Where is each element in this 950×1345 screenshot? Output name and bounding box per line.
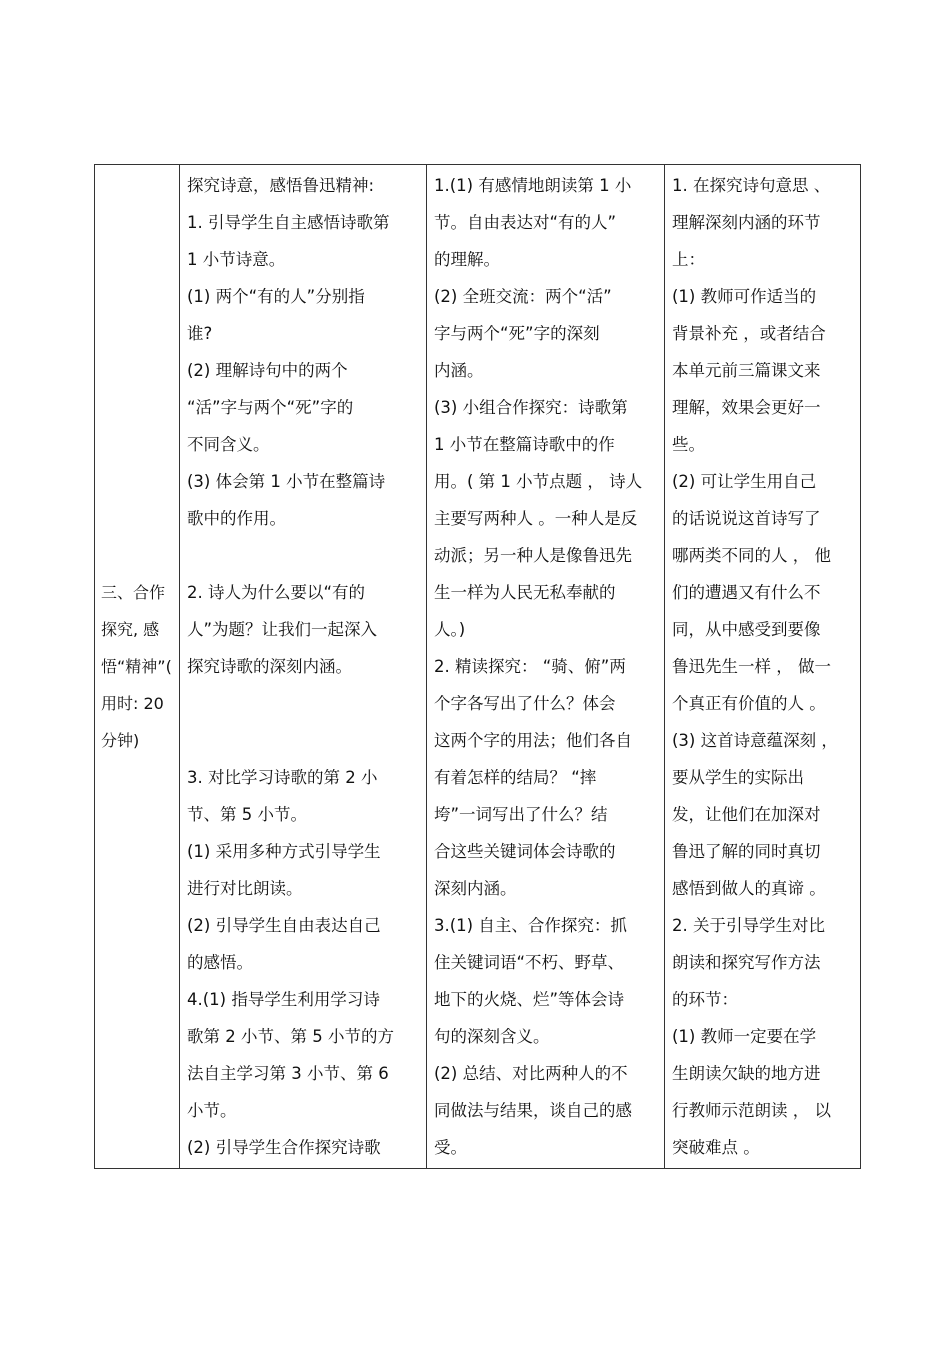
text-line: 谁? [187, 324, 213, 343]
text-line: 发，让他们在加深对 [672, 805, 821, 824]
text-line: 地下的火烧、烂”等体会诗 [434, 990, 625, 1009]
text-line: 1 小节诗意。 [187, 250, 286, 269]
text-line: 理解深刻内涵的环节 [672, 213, 821, 232]
text-line: 们的遭遇又有什么不 [672, 583, 821, 602]
text-line: 4.(1) 指导学生利用学习诗 [187, 990, 380, 1009]
text-line: 同做法与结果，谈自己的感 [434, 1101, 632, 1120]
text-line: (2) 引导学生合作探究诗歌 [187, 1138, 381, 1157]
text-line: (1) 采用多种方式引导学生 [187, 842, 381, 861]
text-line: 哪两类不同的人 ， 他 [672, 546, 831, 565]
text-line: 的理解。 [434, 250, 500, 269]
text-line: 背景补充 ，或者结合 [672, 324, 826, 343]
text-line [187, 537, 420, 574]
text-line: (1) 教师可作适当的 [672, 287, 817, 306]
text-line: 1. 引导学生自主感悟诗歌第 [187, 213, 390, 232]
text-line: (2) 总结、对比两种人的不 [434, 1064, 628, 1083]
text-line: 感悟到做人的真谛 。 [672, 879, 826, 898]
text-line: 理解，效果会更好一 [672, 398, 821, 417]
text-line: 鲁迅先生一样 ， 做一 [672, 657, 831, 676]
text-line: 有着怎样的结局？ “摔 [434, 768, 597, 787]
text-line: 住关键词语“不朽、野草、 [434, 953, 625, 972]
text-line: (2) 可让学生用自己 [672, 472, 817, 491]
text-line: 2. 诗人为什么要以“有的 [187, 583, 366, 602]
text-line: 探究诗意，感悟鲁迅精神: [187, 176, 375, 195]
text-line: 2. 精读探究： “骑、俯”两 [434, 657, 626, 676]
text-line: 用。( 第 1 小节点题 ， 诗人 [434, 472, 643, 491]
text-line: 1. 在探究诗句意思 、 [672, 176, 831, 195]
stage-cell [95, 165, 180, 1169]
text-line: 生朗读欠缺的地方进 [672, 1064, 821, 1083]
text-line: 些。 [672, 435, 705, 454]
stage-label: 三、合作探究, 感悟“精神”( 用时: 20 分钟) [101, 583, 172, 750]
text-line: 歌中的作用。 [187, 509, 286, 528]
text-line: 合这些关键词体会诗歌的 [434, 842, 616, 861]
text-line: (2) 理解诗句中的两个 [187, 361, 348, 380]
text-line: 深刻内涵。 [434, 879, 517, 898]
text-line: (1) 教师一定要在学 [672, 1027, 817, 1046]
text-line: “活”字与两个“死”字的 [187, 398, 354, 417]
text-line: (1) 两个“有的人”分别指 [187, 287, 365, 306]
lesson-plan-table [94, 164, 861, 1169]
text-line: 内涵。 [434, 361, 484, 380]
text-line: 探究诗歌的深刻内涵。 [187, 657, 352, 676]
text-line: 要从学生的实际出 [672, 768, 804, 787]
text-line: 歌第 2 小节、第 5 小节的方 [187, 1027, 394, 1046]
text-line: 句的深刻含义。 [434, 1027, 550, 1046]
table-row [95, 165, 861, 1169]
text-line: 1.(1) 有感情地朗读第 1 小 [434, 176, 632, 195]
text-line [187, 722, 420, 759]
text-line: 的话说说这首诗写了 [672, 509, 821, 528]
text-line: 人。) [434, 620, 466, 639]
text-line: 本单元前三篇课文来 [672, 361, 821, 380]
text-line: 小节。 [187, 1101, 237, 1120]
text-line: 个真正有价值的人 。 [672, 694, 826, 713]
text-line: (3) 体会第 1 小节在整篇诗 [187, 472, 386, 491]
text-line: 进行对比朗读。 [187, 879, 303, 898]
text-line: 受。 [434, 1138, 467, 1157]
text-line: 同，从中感受到要像 [672, 620, 821, 639]
text-line: 这两个字的用法；他们各自 [434, 731, 632, 750]
text-line: 1 小节在整篇诗歌中的作 [434, 435, 615, 454]
text-line: 上： [672, 250, 705, 269]
text-line: 字与两个“死”字的深刻 [434, 324, 600, 343]
text-line: 节。自由表达对“有的人” [434, 213, 617, 232]
text-line: 节、第 5 小节。 [187, 805, 307, 824]
text-line: 3. 对比学习诗歌的第 2 小 [187, 768, 378, 787]
teacher-activity-text [180, 165, 426, 1166]
text-line: 人”为题？让我们一起深入 [187, 620, 378, 639]
text-line: 3.(1) 自主、合作探究：抓 [434, 916, 627, 935]
text-line: 个字各写出了什么？体会 [434, 694, 616, 713]
text-line: 生一样为人民无私奉献的 [434, 583, 616, 602]
design-notes-cell [665, 165, 861, 1169]
text-line: 的环节： [672, 990, 738, 1009]
text-line: (2) 引导学生自由表达自己 [187, 916, 381, 935]
text-line: 不同含义。 [187, 435, 270, 454]
student-activity-cell [427, 165, 665, 1169]
text-line: 鲁迅了解的同时真切 [672, 842, 821, 861]
text-line: 行教师示范朗读 ， 以 [672, 1101, 831, 1120]
teacher-activity-cell [180, 165, 427, 1169]
text-line: 垮”一词写出了什么？结 [434, 805, 608, 824]
text-line: 突破难点 。 [672, 1138, 760, 1157]
text-line: 朗读和探究写作方法 [672, 953, 821, 972]
text-line: 2. 关于引导学生对比 [672, 916, 825, 935]
text-line: 法自主学习第 3 小节、第 6 [187, 1064, 389, 1083]
text-line [187, 685, 420, 722]
text-line: (2) 全班交流：两个“活” [434, 287, 612, 306]
design-notes-text [665, 165, 860, 1166]
text-line: 主要写两种人 。一种人是反 [434, 509, 638, 528]
text-line: 动派；另一种人是像鲁迅先 [434, 546, 632, 565]
text-line: (3) 小组合作探究：诗歌第 [434, 398, 628, 417]
text-line: 的感悟。 [187, 953, 253, 972]
text-line: (3) 这首诗意蕴深刻 ， [672, 731, 838, 750]
student-activity-text [427, 165, 664, 1166]
